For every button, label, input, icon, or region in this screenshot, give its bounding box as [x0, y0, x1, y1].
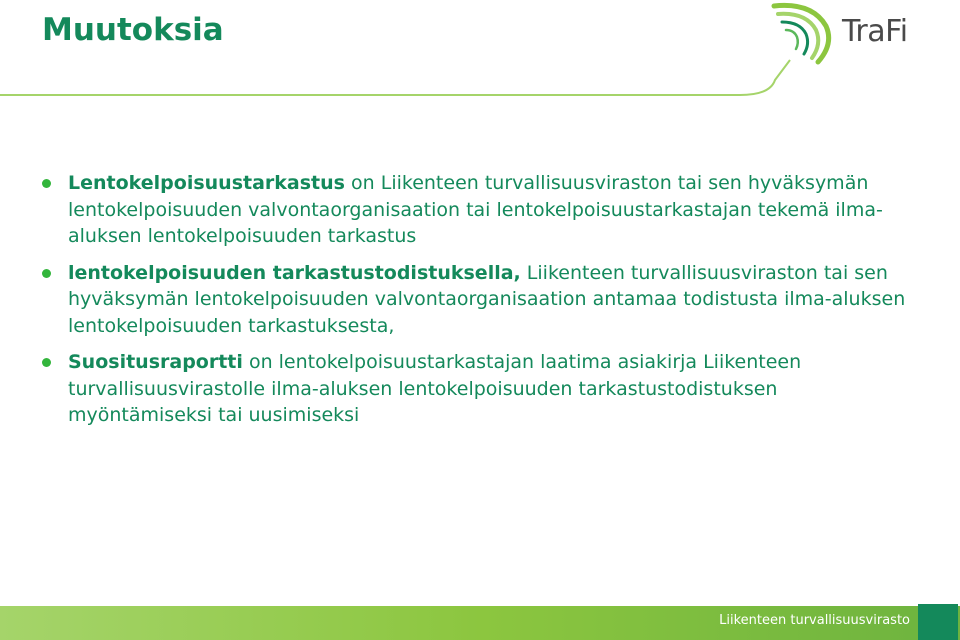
trafi-logo [768, 0, 928, 70]
slide-title: Muutoksia [42, 12, 224, 48]
footer-organization-name: Liikenteen turvallisuusvirasto [719, 613, 910, 628]
term-bold: Lentokelpoisuustarkastus [68, 172, 345, 194]
footer-square [918, 604, 958, 640]
list-item [42, 349, 922, 429]
trafi-logo-text: TraFi [842, 14, 908, 49]
list-item [42, 170, 922, 250]
list-item [42, 260, 922, 340]
bullet-dot-icon [42, 358, 51, 367]
trafi-swoosh-icon [768, 0, 842, 66]
definition-list [42, 170, 922, 439]
definition-text: on lentokelpoisuustarkastajan laatima asiakirja Liikenteen turvallisuusvirastolle ilma-aluksen lentokelpoisuuden tarkastustodistuksen myöntämiseksi tai uusimiseksi [68, 351, 802, 426]
definition-text: Liikenteen turvallisuusviraston tai sen hyväksymän lentokelpoisuuden valvontaorganisaation antamaa todistusta ilma-aluksen lentokelpoisuuden tarkastuksesta, [68, 261, 906, 337]
term-bold: Suositusraportti [68, 351, 243, 373]
bullet-dot-icon [42, 269, 51, 278]
definition-text: on Liikenteen turvallisuusviraston tai sen hyväksymän lentokelpoisuuden valvontaorganisaation tai lentokelpoisuustarkastajan tekemä ilma-aluksen lentokelpoisuuden tarkastus [68, 172, 883, 247]
term-bold: lentokelpoisuuden tarkastustodistuksella, [68, 261, 521, 284]
bullet-dot-icon [42, 179, 51, 188]
